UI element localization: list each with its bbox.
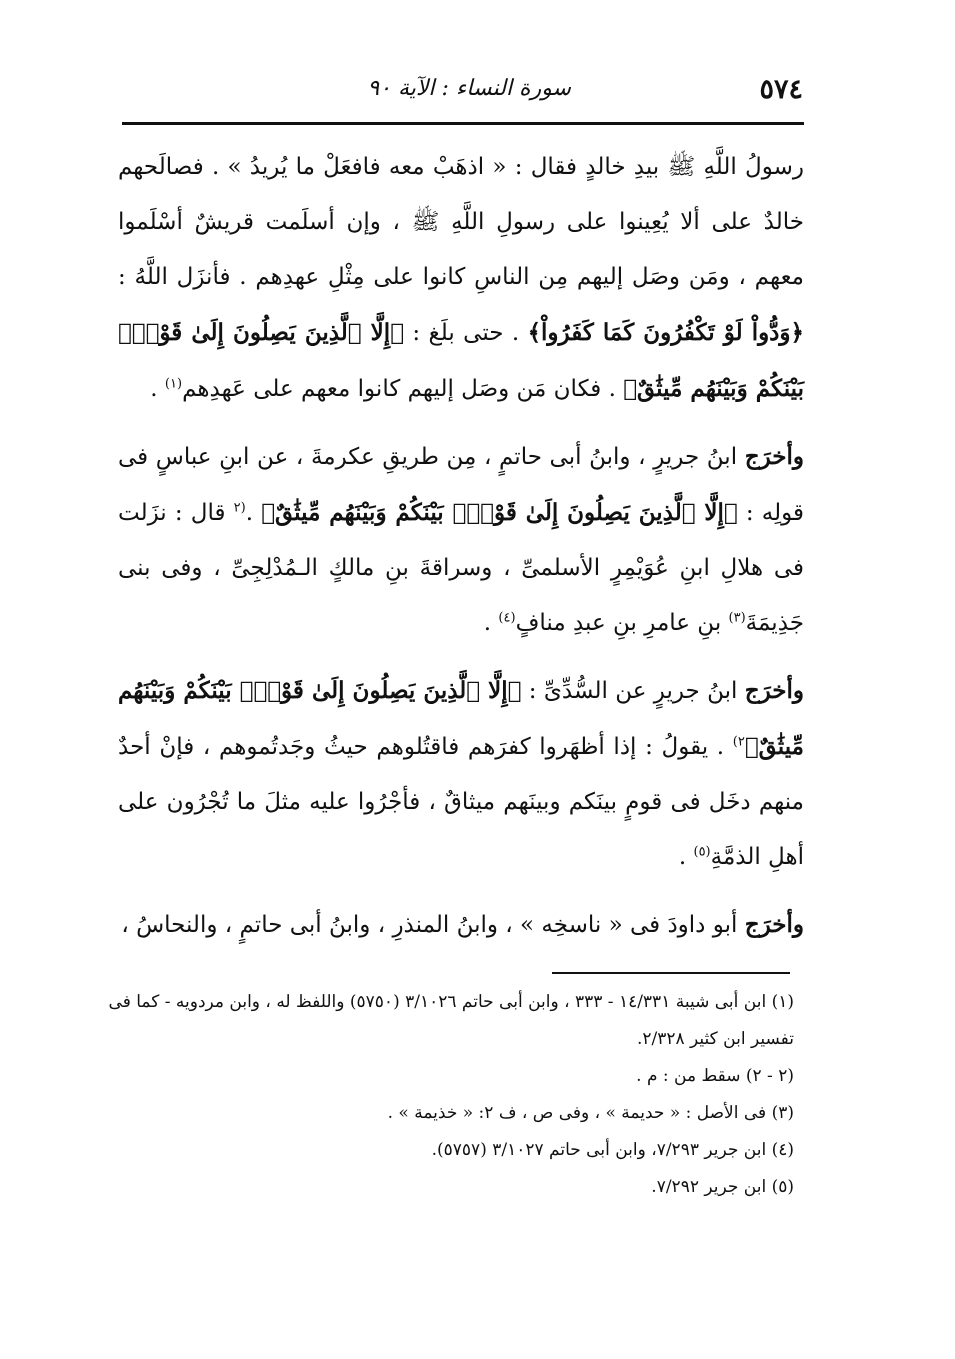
paragraph-3 [118, 663, 804, 885]
paragraph-4 [118, 897, 804, 953]
footnote-1: (١) ابن أبى شيبة ١٤/٣٣١ - ٣٣٣ ، وابن أبى حاتم ٣/١٠٢٦ (٥٧٥٠) واللفظ له ، وابن مردويه - كما فى تفسير ابن كثير ٢/٣٢٨. [108, 992, 794, 1049]
text-segment: . فكان مَن وصَل إليهم كانوا معهم على عَهدِهم [182, 376, 624, 402]
quran-verse: ﴿إِلَّا ٱلَّذِينَ يَصِلُونَ إِلَىٰ قَوْمِۭ بَيْنَكُمْ وَبَيْنَهُم مِّيثَٰقٌ﴾ [118, 319, 804, 402]
paragraph-2 [118, 429, 804, 651]
text-segment: قال : نزَلت فى هلالِ ابنِ عُوَيْمِرٍ الأسلمىِّ ، وسراقةَ بنِ مالكٍ الـمُدْلِجِىِّ ، وفى بنى جَذِيمَةَ [118, 500, 804, 636]
footnote-4: (٤) ابن جرير ٧/٢٩٣، وابن أبى حاتم ٣/١٠٢٧ (٥٧٥٧). [431, 1140, 794, 1160]
text-segment: أبو داودَ فى « ناسخِه » ، وابنُ المنذرِ ، وابنُ أبى حاتمٍ ، والنحاسُ ، [121, 912, 745, 938]
page-number: ٥٧٤ [759, 74, 803, 105]
text-segment: . [483, 610, 499, 636]
footnote-ref: (٥) [693, 844, 711, 860]
text-segment: بنِ عامرِ بنِ عبدِ منافٍ [515, 610, 729, 636]
text-segment: . يقولُ : إذا أظهَروا كفرَهم فاقتُلوهم حيثُ وجَدتُموهم ، فإنْ أحدٌ منهم دخَل فى قومٍ بينَكم وبينَهم ميثاقٌ ، فأجْرُوا عليه مثلَ ما تُجْرُون على أهلِ الذمَّةِ [118, 734, 804, 870]
page-header [125, 70, 803, 116]
lead-word: وأخرَج [744, 677, 804, 704]
text-segment: ابنُ جريرٍ ، وابنُ أبى حاتمٍ ، مِن طريقِ عكرمةَ ، عن ابنِ عباسٍ فى قولِه : [118, 444, 804, 526]
footnote-2: (٢ - ٢) سقط من : م . [636, 1066, 794, 1086]
running-title: سورة النساء : الآية ٩٠ [367, 76, 571, 101]
footnote-rule [552, 972, 790, 974]
footnote-3: (٣) فى الأصل : « حديمة » ، وفى ص ، ف ٢: « خذيمة » . [387, 1103, 794, 1123]
footnote-ref: (١) [164, 376, 183, 392]
footnote-ref: ٢) [732, 734, 745, 750]
quran-verse: ﴿إِلَّا ٱلَّذِينَ يَصِلُونَ إِلَىٰ قَوْمِۭ بَيْنَكُمْ وَبَيْنَهُم مِّيثَٰقٌ﴾ [118, 677, 804, 760]
footnote-5: (٥) ابن جرير ٧/٢٩٢. [651, 1177, 794, 1197]
text-segment: رسولُ اللَّهِ ﷺ بيدِ خالدٍ فقال : « اذهَبْ معه فافعَلْ ما يُريدُ » . فصالَحهم خالدٌ على ألا يُعِينوا على رسولِ اللَّهِ ﷺ ، وإن أسلَمت قريشٌ أسْلَموا معهم ، ومَن وصَل إليهم مِن الناسِ كانوا على مِثْلِ عهدِهم . فأنزَل اللَّهُ : [118, 154, 804, 290]
footnote-ref: (٢ [233, 500, 246, 516]
text-segment: ابنُ جريرٍ عن السُّدِّىِّ : [521, 678, 745, 704]
footnotes [108, 984, 794, 1206]
body-text [118, 140, 804, 965]
quran-verse: ﴿إِلَّا ٱلَّذِينَ يَصِلُونَ إِلَىٰ قَوْمِۭ بَيْنَكُمْ وَبَيْنَهُم مِّيثَٰقٌ﴾ [261, 499, 738, 526]
lead-word: وأخرَج [744, 911, 804, 938]
text-segment: . [245, 500, 262, 526]
text-segment: . حتى بلَغ : [404, 320, 528, 346]
footnote-ref: (٣) [728, 610, 746, 626]
lead-word: وأخرَج [744, 443, 804, 470]
paragraph-1 [118, 140, 804, 417]
text-segment: . [678, 844, 694, 870]
header-rule [122, 122, 804, 125]
quran-verse: ﴿وَدُّواْ لَوْ تَكْفُرُونَ كَمَا كَفَرُواْ﴾ [527, 319, 805, 346]
footnote-ref: (٤) [498, 610, 516, 626]
text-segment: . [150, 376, 165, 402]
